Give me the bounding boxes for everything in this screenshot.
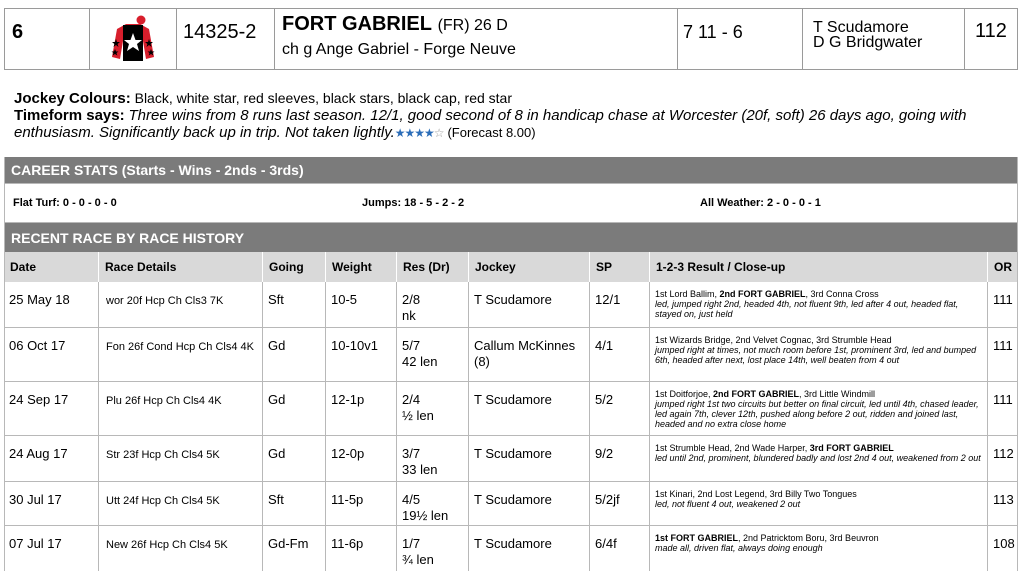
- col-date: Date: [4, 252, 99, 282]
- row-distance: 33 len: [402, 462, 438, 477]
- row-race-details[interactable]: New 26f Hcp Ch Cls4 5K: [99, 526, 263, 571]
- row-race-details[interactable]: Str 23f Hcp Ch Cls4 5K: [99, 436, 263, 481]
- table-row[interactable]: [4, 436, 1018, 482]
- row-date: 24 Sep 17: [4, 382, 99, 435]
- runner-header: [4, 8, 1018, 70]
- trainer-jockey: [803, 9, 965, 69]
- row-comment: made all, driven flat, always doing enough: [655, 543, 823, 553]
- row-sp: 9/2: [590, 436, 650, 481]
- row-jockey[interactable]: T Scudamore: [469, 436, 590, 481]
- row-distance: 19½ len: [402, 508, 449, 523]
- jockey-colours: [14, 90, 1014, 107]
- placing-before: 1st Kinari, 2nd Lost Legend, 3rd Billy Two Tongues: [655, 489, 857, 499]
- row-jockey[interactable]: T Scudamore: [469, 282, 590, 327]
- runner-info: [14, 90, 1014, 142]
- col-weight: Weight: [326, 252, 397, 282]
- row-close-up: [650, 328, 988, 381]
- rating-stars-icon: [395, 126, 444, 140]
- row-comment: led, jumped right 2nd, headed 4th, not fluent 9th, led after 4 out, headed flat, stayed on, just held: [655, 299, 959, 319]
- row-jockey[interactable]: T Scudamore: [469, 482, 590, 525]
- row-result: [397, 282, 469, 327]
- table-row[interactable]: [4, 328, 1018, 382]
- row-weight: 10-10v1: [326, 328, 397, 381]
- row-comment: led, not fluent 4 out, weakened 2 out: [655, 499, 801, 509]
- row-race-details[interactable]: wor 20f Hcp Ch Cls3 7K: [99, 282, 263, 327]
- horse-rating: 112: [975, 20, 1007, 42]
- timeform-label: Timeform says:: [14, 107, 125, 124]
- race-history-header: RECENT RACE BY RACE HISTORY: [4, 223, 1018, 252]
- row-race-details[interactable]: Fon 26f Cond Hcp Ch Cls4 4K: [99, 328, 263, 381]
- row-going: Gd: [263, 436, 326, 481]
- horse-suffix: (FR) 26 D: [437, 17, 508, 34]
- row-close-up: [650, 482, 988, 525]
- runner-id: 14325-2: [177, 9, 275, 69]
- row-sp: 12/1: [590, 282, 650, 327]
- horse-cell: [275, 9, 678, 69]
- row-comment: jumped right at times, not much room before 1st, prominent 3rd, led and bumped 6th, headed after next, lost place 14th, well beaten from 4 out: [655, 345, 977, 365]
- timeform-says: [14, 107, 1014, 142]
- row-or: 108: [993, 536, 1015, 551]
- row-sp: 4/1: [590, 328, 650, 381]
- placing-before: 1st Wizards Bridge, 2nd Velvet Cognac, 3rd Strumble Head: [655, 335, 892, 345]
- row-result: [397, 526, 469, 571]
- table-row[interactable]: [4, 482, 1018, 526]
- career-flat: Flat Turf: 0 - 0 - 0 - 0: [13, 197, 117, 209]
- trainer-name[interactable]: T Scudamore: [813, 19, 909, 36]
- row-weight: 11-5p: [326, 482, 397, 525]
- row-date: 06 Oct 17: [4, 328, 99, 381]
- col-going: Going: [263, 252, 326, 282]
- col-or: OR: [988, 252, 1018, 282]
- row-close-up: [650, 282, 988, 327]
- jockey-silk-icon: [90, 9, 177, 69]
- col-close-up: 1-2-3 Result / Close-up: [650, 252, 988, 282]
- horse-form: 7 11 - 6: [678, 9, 803, 69]
- row-weight: 12-1p: [326, 382, 397, 435]
- placing-before: 1st Lord Ballim,: [655, 289, 720, 299]
- row-going: Sft: [263, 282, 326, 327]
- row-distance: 42 len: [402, 354, 438, 369]
- row-weight: 11-6p: [326, 526, 397, 571]
- row-position: 4/5: [402, 492, 421, 507]
- placing-before: 1st Doitforjoe,: [655, 389, 714, 399]
- col-sp: SP: [590, 252, 650, 282]
- placing-before: 1st Strumble Head, 2nd Wade Harper,: [655, 443, 810, 453]
- row-result: [397, 482, 469, 525]
- row-position: 1/7: [402, 536, 421, 551]
- col-race-details: Race Details: [99, 252, 263, 282]
- row-going: Gd: [263, 382, 326, 435]
- row-placings: [655, 389, 987, 399]
- row-weight: 12-0p: [326, 436, 397, 481]
- career-jumps: Jumps: 18 - 5 - 2 - 2: [362, 197, 465, 209]
- stars-filled: ★★★★: [394, 126, 434, 140]
- row-position: 3/7: [402, 446, 421, 461]
- row-position: 2/4: [402, 392, 421, 407]
- placing-after: , 3rd Conna Cross: [805, 289, 879, 299]
- table-row[interactable]: [4, 526, 1018, 571]
- jockey-colours-label: Jockey Colours:: [14, 90, 131, 107]
- col-jockey: Jockey: [469, 252, 590, 282]
- row-distance: nk: [402, 308, 416, 323]
- history-table-header: [4, 252, 1018, 282]
- row-weight: 10-5: [326, 282, 397, 327]
- row-or: 111: [993, 292, 1013, 307]
- row-going: Gd: [263, 328, 326, 381]
- placing-after: , 3rd Little Windmill: [799, 389, 876, 399]
- timeform-text: Three wins from 8 runs last season. 12/1, good second of 8 in handicap chase at Worcester (20f, soft) 26 days ago, going with enthusiasm. Significantly back up in trip. Not taken lightly.: [14, 107, 967, 141]
- placing-self: 2nd FORT GABRIEL: [719, 289, 806, 299]
- row-sp: 6/4f: [590, 526, 650, 571]
- horse-breeding: ch g Ange Gabriel - Forge Neuve: [282, 41, 516, 58]
- row-date: 24 Aug 17: [4, 436, 99, 481]
- runner-number: 6: [5, 9, 90, 69]
- row-result: [397, 436, 469, 481]
- forecast: (Forecast 8.00): [447, 125, 536, 140]
- career-stats-header: CAREER STATS (Starts - Wins - 2nds - 3rds): [4, 157, 1018, 183]
- row-going: Gd-Fm: [263, 526, 326, 571]
- placing-after: , 2nd Patricktom Boru, 3rd Beuvron: [738, 533, 879, 543]
- row-distance: ½ len: [402, 408, 434, 423]
- row-race-details[interactable]: Utt 24f Hcp Ch Cls4 5K: [99, 482, 263, 525]
- row-placings: [655, 533, 987, 543]
- row-date: 07 Jul 17: [4, 526, 99, 571]
- trainer-name-2[interactable]: D G Bridgwater: [813, 34, 923, 51]
- row-placings: [655, 289, 987, 299]
- row-position: 5/7: [402, 338, 421, 353]
- row-going: Sft: [263, 482, 326, 525]
- row-distance: ¾ len: [402, 552, 434, 567]
- row-comment: led until 2nd, prominent, blundered badly and lost 2nd 4 out, weakened from 2 out: [655, 453, 981, 463]
- row-placings: [655, 443, 987, 453]
- row-sp: 5/2jf: [590, 482, 650, 525]
- col-result: Res (Dr): [397, 252, 469, 282]
- row-close-up: [650, 436, 988, 481]
- row-jockey[interactable]: Callum McKinnes (8): [469, 328, 590, 381]
- row-close-up: [650, 526, 988, 571]
- row-result: [397, 382, 469, 435]
- row-or: 111: [993, 338, 1013, 353]
- row-placings: [655, 489, 987, 499]
- row-position: 2/8: [402, 292, 421, 307]
- jockey-colours-text: Black, white star, red sleeves, black stars, black cap, red star: [134, 90, 512, 106]
- stars-empty: ☆: [433, 126, 444, 140]
- row-race-details[interactable]: Plu 26f Hcp Ch Cls4 4K: [99, 382, 263, 435]
- row-sp: 5/2: [590, 382, 650, 435]
- placing-self: 1st FORT GABRIEL: [655, 533, 739, 543]
- row-or: 112: [993, 446, 1014, 461]
- row-date: 25 May 18: [4, 282, 99, 327]
- placing-self: 3rd FORT GABRIEL: [809, 443, 894, 453]
- placing-self: 2nd FORT GABRIEL: [713, 389, 800, 399]
- row-or: 113: [993, 492, 1014, 507]
- career-stats: [4, 183, 1018, 223]
- horse-name[interactable]: FORT GABRIEL: [282, 13, 432, 35]
- row-jockey[interactable]: T Scudamore: [469, 526, 590, 571]
- row-result: [397, 328, 469, 381]
- career-all-weather: All Weather: 2 - 0 - 0 - 1: [700, 197, 821, 209]
- row-placings: [655, 335, 987, 345]
- table-row[interactable]: [4, 282, 1018, 328]
- row-date: 30 Jul 17: [4, 482, 99, 525]
- row-or: 111: [993, 392, 1013, 407]
- row-comment: jumped right 1st two circuits but better on final circuit, led until 4th, chased leader, led again 7th, clever 12th, pushed along before 2 out, ridden and joined last, headed and no extra close home: [655, 399, 979, 429]
- table-row[interactable]: [4, 382, 1018, 436]
- row-close-up: [650, 382, 988, 435]
- row-jockey[interactable]: T Scudamore: [469, 382, 590, 435]
